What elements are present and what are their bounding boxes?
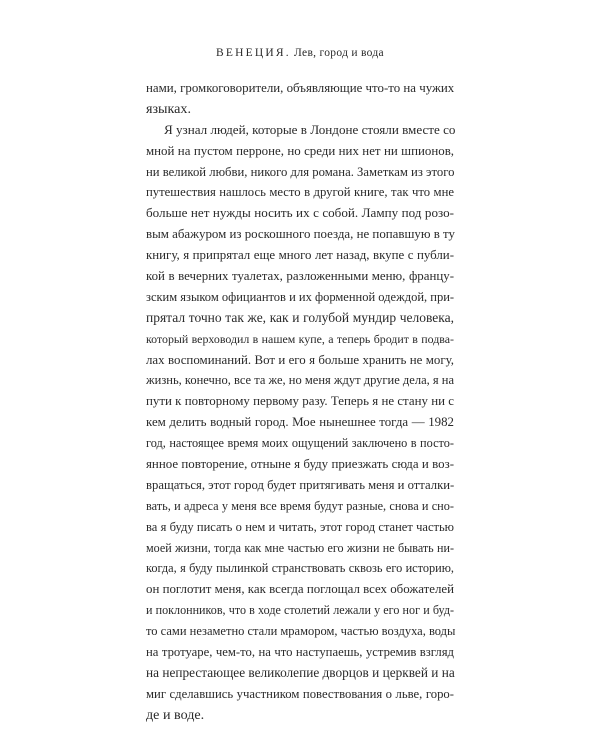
text-line: миг сделавшись участником повествования о льве, горо- — [146, 686, 454, 701]
text-line: который верховодил в нашем купе, а теперь бродит в подва- — [146, 331, 454, 346]
body-text — [146, 78, 454, 726]
text-line: год, настоящее время моих ощущений заключено в посто- — [146, 436, 454, 451]
text-line: Я узнал людей, которые в Лондоне стояли вместе со — [164, 121, 456, 137]
running-head-section: ВЕНЕЦИЯ. — [216, 47, 291, 59]
text-line: вым абажуром из роскошного поезда, не попавшую в ту — [146, 227, 455, 242]
text-line: вращаться, этот город будет притягивать меня и отталки- — [146, 477, 455, 492]
text-line: нами, громкоговорители, объявляющие что-то на чужих — [146, 81, 455, 95]
text-line: пути к повторному первому разу. Теперь я не стану ни с — [146, 394, 454, 409]
text-line: когда, я буду пылинкой странствовать сквозь его историю, — [146, 561, 454, 576]
text-line: янное повторение, отныне я буду приезжать сюда и воз- — [146, 457, 454, 472]
text-line: моей жизни, тогда как мне частью его жизни не бывать ни- — [146, 540, 454, 555]
text-line: де и воде. — [146, 706, 205, 723]
running-head — [0, 47, 600, 59]
text-line: жизнь, конечно, все та же, но меня ждут другие дела, я на — [146, 373, 454, 388]
text-line: и поклонников, что в ходе столетий лежали у его ног и буд- — [146, 603, 454, 618]
text-line: путешествия нашлось место в другой книге, так что мне — [146, 185, 454, 200]
running-head-title: Лев, город и вода — [294, 47, 384, 59]
text-line: зским языком официантов и их форменной одеждой, при- — [146, 289, 455, 304]
text-line: ни великой любви, никого для романа. Заметкам из этого — [146, 164, 455, 179]
text-line: больше нет нужды носить их с собой. Лампу под розо- — [146, 205, 454, 221]
text-line: на непрестающее великолепие дворцов и церквей и на — [146, 664, 455, 680]
text-line: вать, и адреса у меня все время будут разные, снова и сно- — [146, 498, 454, 513]
text-line: на тротуаре, чем-то, на что наступаешь, устремив взгляд — [146, 645, 454, 660]
text-line: кем делить водный город. Мое нынешнее тогда — 1982 — [146, 415, 454, 430]
text-line: книгу, я припрятал еще много лет назад, вкупе с публи- — [146, 248, 454, 263]
text-line: он поглотит меня, как всегда поглощал всех обожателей — [146, 582, 455, 597]
text-line: мной на пустом перроне, но среди них нет ни шпионов, — [146, 143, 454, 158]
text-line: лах воспоминаний. Вот и его я больше хранить не могу, — [146, 352, 454, 367]
text-line: то сами незаметно стали мрамором, частью воздуха, воды — [146, 624, 456, 639]
text-line: ва я буду писать о нем и читать, этот город станет частью — [146, 519, 454, 534]
text-line: языках. — [146, 100, 191, 117]
text-line: кой в вечерних туалетах, разложенными меню, францу- — [146, 269, 454, 284]
text-line: прятал точно так же, как и голубой мундир человека, — [146, 309, 454, 325]
